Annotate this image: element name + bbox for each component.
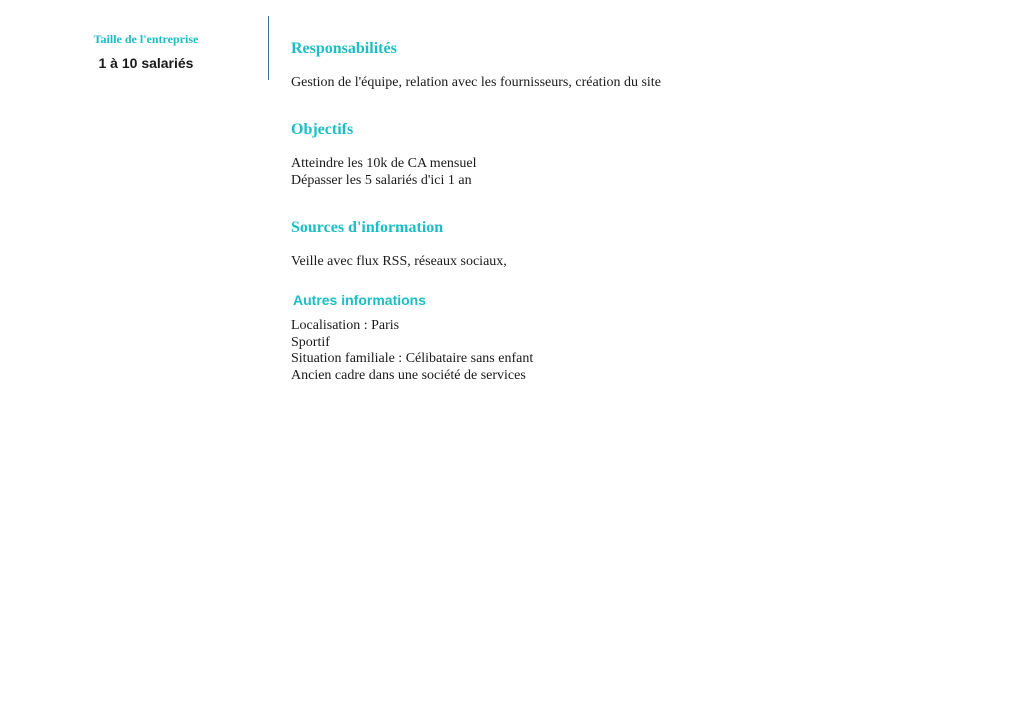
section-line: Localisation : Paris [291, 318, 400, 333]
section-line: Dépasser les 5 salariés d'ici 1 an [291, 172, 472, 188]
section-title-autres: Autres informations [293, 292, 427, 308]
section-title-responsabilites: Responsabilités [291, 40, 397, 57]
section-line: Situation familiale : Célibataire sans enfant [291, 351, 534, 366]
section-line: Ancien cadre dans une société de services [291, 367, 526, 383]
vertical-divider [268, 16, 269, 80]
company-size-panel [60, 30, 232, 71]
section-line: Sportif [291, 334, 330, 350]
section-body-autres [291, 318, 533, 384]
company-size-label: Taille de l'entreprise [93, 32, 199, 46]
section-title-sources: Sources d'information [291, 219, 444, 236]
section-title-objectifs: Objectifs [291, 121, 354, 138]
section-body-objectifs [291, 156, 476, 189]
section-line: Veille avec flux RSS, réseaux sociaux, [291, 254, 507, 269]
section-body-sources [291, 254, 507, 271]
section-body-responsabilites [291, 75, 661, 92]
company-size-value: 1 à 10 salariés [98, 55, 194, 71]
section-line: Atteindre les 10k de CA mensuel [291, 156, 477, 171]
section-line: Gestion de l'équipe, relation avec les fournisseurs, création du site [291, 75, 661, 90]
